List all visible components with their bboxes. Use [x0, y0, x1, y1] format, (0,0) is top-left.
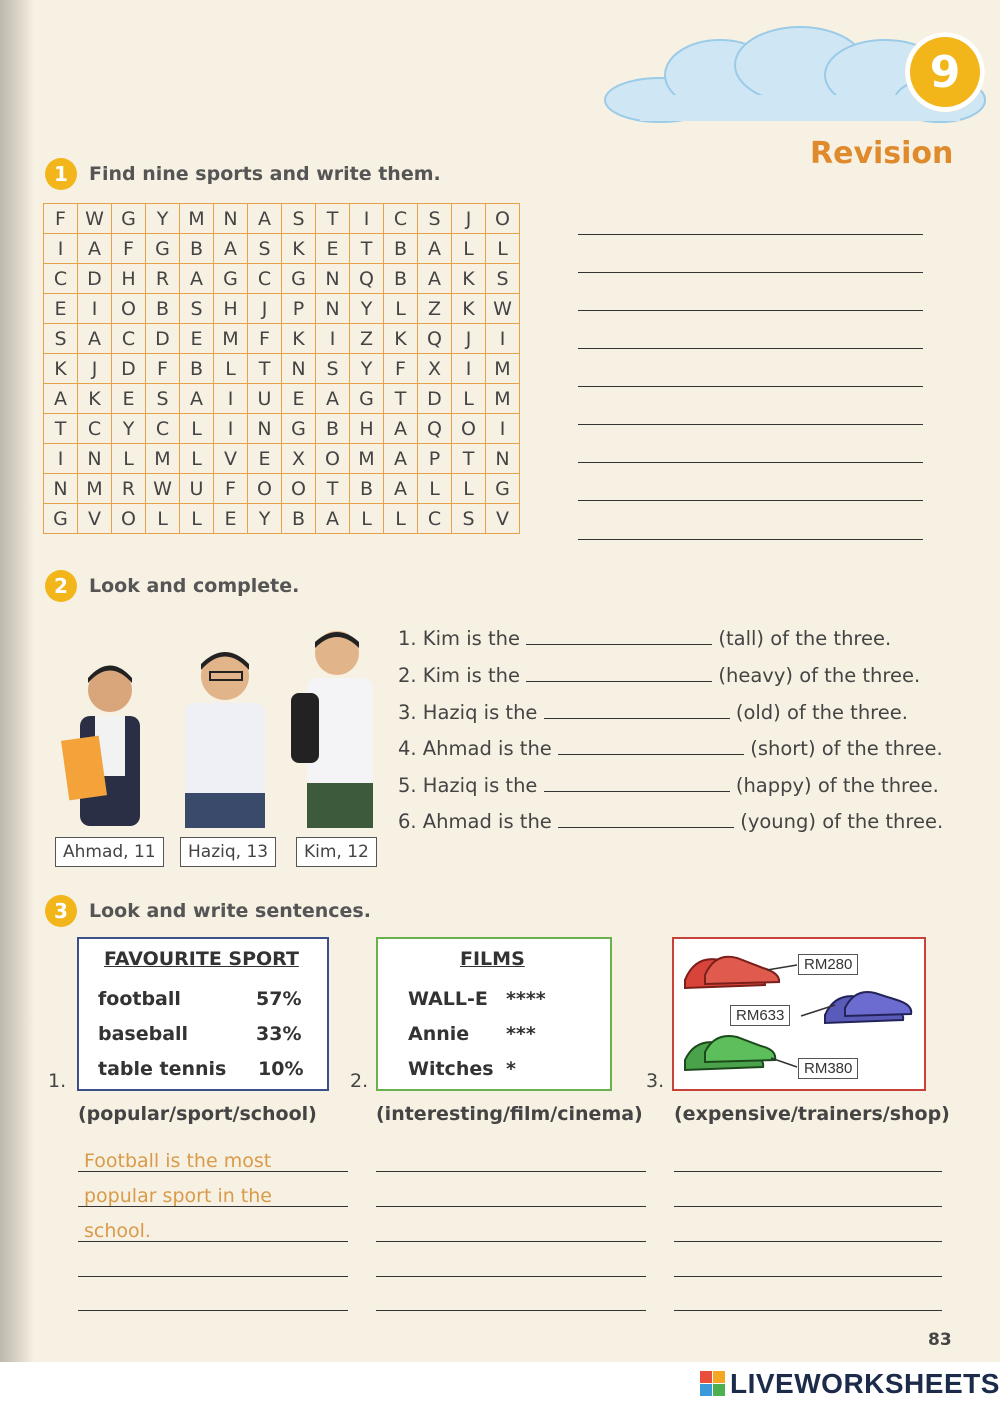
boy-haziq-illustration: [185, 652, 265, 828]
grid-letter-cell[interactable]: N: [214, 204, 248, 234]
grid-letter-cell[interactable]: K: [282, 324, 316, 354]
grid-letter-cell[interactable]: H: [214, 294, 248, 324]
grid-letter-cell[interactable]: N: [282, 354, 316, 384]
writing-line-1-2: [78, 1204, 348, 1207]
grid-letter-cell[interactable]: O: [282, 474, 316, 504]
films-title: FILMS: [460, 948, 525, 970]
grid-letter-cell[interactable]: Y: [350, 294, 384, 324]
sentence-3-end: (old) of the three.: [735, 701, 908, 724]
sentence-1: [398, 626, 891, 650]
grid-letter-cell[interactable]: A: [78, 234, 112, 264]
writing-line-2-4[interactable]: [376, 1274, 646, 1277]
sentence-6-end: (young) of the three.: [740, 810, 944, 833]
sentence-4-blank[interactable]: [558, 736, 744, 755]
grid-letter-cell[interactable]: N: [486, 444, 520, 474]
sentence-4-start: 4. Ahmad is the: [398, 737, 552, 760]
grid-letter-cell[interactable]: Y: [112, 414, 146, 444]
item-number-3: 3.: [646, 1070, 665, 1092]
grid-letter-cell[interactable]: Q: [418, 414, 452, 444]
grid-letter-cell[interactable]: O: [248, 474, 282, 504]
writing-line-3-2[interactable]: [674, 1204, 942, 1207]
grid-row: [44, 384, 520, 414]
grid-letter-cell[interactable]: B: [384, 264, 418, 294]
grid-letter-cell[interactable]: S: [146, 384, 180, 414]
section1-header: [45, 158, 441, 190]
unit-label: Revision: [810, 136, 954, 171]
grid-letter-cell[interactable]: S: [316, 354, 350, 384]
grid-letter-cell[interactable]: T: [350, 234, 384, 264]
grid-letter-cell[interactable]: J: [452, 204, 486, 234]
sentence-3-blank[interactable]: [544, 700, 730, 719]
grid-letter-cell[interactable]: G: [282, 414, 316, 444]
sentence-2-blank[interactable]: [526, 663, 712, 682]
grid-letter-cell[interactable]: C: [112, 324, 146, 354]
grid-letter-cell[interactable]: M: [350, 444, 384, 474]
sentence-1-start: 1. Kim is the: [398, 627, 520, 650]
sentence-6-blank[interactable]: [558, 809, 734, 828]
grid-letter-cell[interactable]: S: [486, 264, 520, 294]
grid-letter-cell[interactable]: O: [452, 414, 486, 444]
grid-letter-cell[interactable]: A: [384, 474, 418, 504]
item-number-2: 2.: [350, 1070, 369, 1092]
grid-letter-cell[interactable]: S: [418, 204, 452, 234]
sport-row-1-value: 57%: [256, 988, 302, 1010]
grid-letter-cell[interactable]: B: [180, 234, 214, 264]
grid-letter-cell[interactable]: J: [248, 294, 282, 324]
grid-letter-cell[interactable]: L: [452, 384, 486, 414]
writing-line-1-4[interactable]: [78, 1274, 348, 1277]
grid-letter-cell[interactable]: A: [316, 384, 350, 414]
writing-line-3-1[interactable]: [674, 1169, 942, 1172]
grid-letter-cell[interactable]: S: [44, 324, 78, 354]
grid-letter-cell[interactable]: Y: [248, 504, 282, 534]
grid-letter-cell[interactable]: O: [112, 294, 146, 324]
grid-letter-cell[interactable]: C: [78, 414, 112, 444]
grid-letter-cell[interactable]: K: [44, 354, 78, 384]
word-search-grid: [43, 203, 520, 534]
grid-letter-cell[interactable]: C: [248, 264, 282, 294]
grid-letter-cell[interactable]: A: [418, 264, 452, 294]
grid-letter-cell[interactable]: I: [350, 204, 384, 234]
sport-row-3-label: table tennis: [98, 1058, 227, 1080]
grid-letter-cell[interactable]: T: [248, 354, 282, 384]
book-spine-shadow: [0, 0, 34, 1406]
grid-letter-cell[interactable]: E: [180, 324, 214, 354]
grid-letter-cell[interactable]: E: [316, 234, 350, 264]
grid-letter-cell[interactable]: T: [384, 384, 418, 414]
section1-title: Find nine sports and write them.: [89, 163, 441, 185]
grid-letter-cell[interactable]: J: [78, 354, 112, 384]
grid-letter-cell[interactable]: V: [214, 444, 248, 474]
price-tag-green: RM380: [798, 1058, 858, 1079]
grid-letter-cell[interactable]: D: [78, 264, 112, 294]
grid-letter-cell[interactable]: D: [418, 384, 452, 414]
grid-letter-cell[interactable]: B: [282, 504, 316, 534]
grid-letter-cell[interactable]: I: [78, 294, 112, 324]
name-tag-haziq: Haziq, 13: [180, 837, 276, 867]
grid-letter-cell[interactable]: D: [146, 324, 180, 354]
grid-letter-cell[interactable]: L: [180, 504, 214, 534]
grid-letter-cell[interactable]: Y: [350, 354, 384, 384]
grid-letter-cell[interactable]: F: [112, 234, 146, 264]
grid-letter-cell[interactable]: X: [282, 444, 316, 474]
grid-letter-cell[interactable]: O: [486, 204, 520, 234]
grid-letter-cell[interactable]: A: [214, 234, 248, 264]
section2-number: 2: [45, 570, 77, 602]
grid-letter-cell[interactable]: S: [180, 294, 214, 324]
grid-letter-cell[interactable]: F: [44, 204, 78, 234]
grid-letter-cell[interactable]: E: [112, 384, 146, 414]
grid-letter-cell[interactable]: E: [44, 294, 78, 324]
grid-letter-cell[interactable]: N: [316, 264, 350, 294]
red-trainers-icon: [685, 957, 779, 988]
film-row-3-label: Witches: [408, 1058, 494, 1080]
grid-letter-cell[interactable]: O: [316, 444, 350, 474]
grid-letter-cell[interactable]: A: [384, 414, 418, 444]
grid-letter-cell[interactable]: W: [146, 474, 180, 504]
grid-row: [44, 264, 520, 294]
favourite-sport-title: FAVOURITE SPORT: [104, 948, 299, 970]
sentence-3: [398, 700, 908, 724]
grid-letter-cell[interactable]: K: [282, 234, 316, 264]
answer-line-8[interactable]: [578, 498, 923, 501]
grid-letter-cell[interactable]: C: [44, 264, 78, 294]
grid-letter-cell[interactable]: R: [112, 474, 146, 504]
writing-line-1-3: [78, 1239, 348, 1242]
grid-row: [44, 204, 520, 234]
example-line-2: popular sport in the: [84, 1185, 272, 1207]
grid-letter-cell[interactable]: L: [486, 234, 520, 264]
grid-letter-cell[interactable]: G: [112, 204, 146, 234]
grid-letter-cell[interactable]: K: [384, 324, 418, 354]
film-row-1-rating: ****: [506, 988, 546, 1010]
grid-letter-cell[interactable]: K: [78, 384, 112, 414]
grid-letter-cell[interactable]: F: [146, 354, 180, 384]
writing-line-2-1[interactable]: [376, 1169, 646, 1172]
answer-line-7[interactable]: [578, 460, 923, 463]
answer-line-6[interactable]: [578, 422, 923, 425]
boy-kim-illustration: [291, 631, 373, 828]
grid-row: [44, 504, 520, 534]
sentence-6-start: 6. Ahmad is the: [398, 810, 552, 833]
blue-trainers-icon: [825, 992, 911, 1023]
section3-number: 3: [45, 895, 77, 927]
sentence-5-blank[interactable]: [544, 773, 730, 792]
answer-line-2[interactable]: [578, 270, 923, 273]
grid-letter-cell[interactable]: M: [486, 354, 520, 384]
grid-letter-cell[interactable]: R: [146, 264, 180, 294]
answer-line-4[interactable]: [578, 346, 923, 349]
writing-line-3-4[interactable]: [674, 1274, 942, 1277]
grid-letter-cell[interactable]: B: [180, 354, 214, 384]
unit-number-badge: [905, 32, 985, 112]
grid-letter-cell[interactable]: L: [452, 474, 486, 504]
film-row-1-label: WALL-E: [408, 988, 488, 1010]
writing-line-2-5[interactable]: [376, 1308, 646, 1311]
answer-line-5[interactable]: [578, 384, 923, 387]
grid-letter-cell[interactable]: T: [44, 414, 78, 444]
writing-line-1-1: [78, 1169, 348, 1172]
grid-row: [44, 414, 520, 444]
writing-line-2-3[interactable]: [376, 1239, 646, 1242]
grid-letter-cell[interactable]: U: [180, 474, 214, 504]
grid-letter-cell[interactable]: V: [78, 504, 112, 534]
grid-letter-cell[interactable]: M: [180, 204, 214, 234]
grid-letter-cell[interactable]: L: [146, 504, 180, 534]
section3-header: [45, 895, 371, 927]
sentence-2-start: 2. Kim is the: [398, 664, 520, 687]
grid-letter-cell[interactable]: C: [418, 504, 452, 534]
grid-letter-cell[interactable]: N: [78, 444, 112, 474]
answer-line-3[interactable]: [578, 308, 923, 311]
grid-letter-cell[interactable]: W: [78, 204, 112, 234]
grid-letter-cell[interactable]: S: [282, 204, 316, 234]
grid-row: [44, 234, 520, 264]
section2-header: [45, 570, 299, 602]
sport-row-1-label: football: [98, 988, 181, 1010]
grid-letter-cell[interactable]: C: [146, 414, 180, 444]
grid-letter-cell[interactable]: B: [384, 234, 418, 264]
writing-line-3-3[interactable]: [674, 1239, 942, 1242]
grid-letter-cell[interactable]: B: [146, 294, 180, 324]
film-row-3-rating: *: [506, 1058, 516, 1080]
grid-letter-cell[interactable]: Z: [350, 324, 384, 354]
answer-line-9[interactable]: [578, 537, 923, 540]
grid-letter-cell[interactable]: Q: [418, 324, 452, 354]
grid-letter-cell[interactable]: I: [486, 414, 520, 444]
sentence-2-end: (heavy) of the three.: [718, 664, 921, 687]
grid-letter-cell[interactable]: M: [146, 444, 180, 474]
page-number: 83: [928, 1330, 952, 1350]
grid-letter-cell[interactable]: M: [214, 324, 248, 354]
film-row-2-label: Annie: [408, 1023, 470, 1045]
grid-letter-cell[interactable]: L: [214, 354, 248, 384]
grid-letter-cell[interactable]: L: [452, 234, 486, 264]
grid-letter-cell[interactable]: T: [316, 204, 350, 234]
grid-letter-cell[interactable]: U: [248, 384, 282, 414]
example-line-1: Football is the most: [84, 1150, 272, 1172]
grid-letter-cell[interactable]: L: [112, 444, 146, 474]
sentence-3-start: 3. Haziq is the: [398, 701, 538, 724]
grid-letter-cell[interactable]: L: [180, 444, 214, 474]
grid-letter-cell[interactable]: I: [214, 384, 248, 414]
grid-letter-cell[interactable]: Y: [146, 204, 180, 234]
grid-letter-cell[interactable]: N: [44, 474, 78, 504]
section2-title: Look and complete.: [89, 575, 300, 597]
grid-letter-cell[interactable]: G: [214, 264, 248, 294]
section3-title: Look and write sentences.: [89, 900, 371, 922]
sentence-4: [398, 736, 943, 760]
sentence-5-end: (happy) of the three.: [735, 774, 939, 797]
grid-letter-cell[interactable]: B: [350, 474, 384, 504]
liveworksheets-logo[interactable]: [700, 1368, 1000, 1400]
name-tag-kim: Kim, 12: [296, 837, 377, 867]
answer-line-1[interactable]: [578, 232, 923, 235]
grid-row: [44, 354, 520, 384]
grid-letter-cell[interactable]: H: [112, 264, 146, 294]
grid-letter-cell[interactable]: L: [384, 294, 418, 324]
price-tag-red: RM280: [798, 954, 858, 975]
sentence-6: [398, 809, 943, 833]
sport-row-2-value: 33%: [256, 1023, 302, 1045]
film-row-2-rating: ***: [506, 1023, 536, 1045]
grid-letter-cell[interactable]: O: [112, 504, 146, 534]
sentence-5-start: 5. Haziq is the: [398, 774, 538, 797]
grid-letter-cell[interactable]: E: [248, 444, 282, 474]
grid-letter-cell[interactable]: I: [214, 414, 248, 444]
item-number-1: 1.: [48, 1070, 67, 1092]
grid-letter-cell[interactable]: I: [486, 324, 520, 354]
grid-letter-cell[interactable]: S: [248, 234, 282, 264]
grid-letter-cell[interactable]: D: [112, 354, 146, 384]
sport-row-2-label: baseball: [98, 1023, 189, 1045]
grid-letter-cell[interactable]: S: [452, 504, 486, 534]
name-tag-ahmad: Ahmad, 11: [55, 837, 164, 867]
grid-letter-cell[interactable]: A: [180, 384, 214, 414]
grid-letter-cell[interactable]: K: [452, 294, 486, 324]
grid-letter-cell[interactable]: B: [316, 414, 350, 444]
grid-letter-cell[interactable]: A: [418, 234, 452, 264]
sentence-5: [398, 773, 939, 797]
grid-letter-cell[interactable]: E: [214, 504, 248, 534]
grid-letter-cell[interactable]: L: [384, 504, 418, 534]
writing-line-2-2[interactable]: [376, 1204, 646, 1207]
sentence-4-end: (short) of the three.: [750, 737, 943, 760]
grid-letter-cell[interactable]: J: [452, 324, 486, 354]
grid-letter-cell[interactable]: I: [316, 324, 350, 354]
grid-letter-cell[interactable]: A: [248, 204, 282, 234]
example-line-3: school.: [84, 1220, 151, 1242]
grid-letter-cell[interactable]: X: [418, 354, 452, 384]
grid-row: [44, 474, 520, 504]
grid-letter-cell[interactable]: I: [44, 444, 78, 474]
grid-letter-cell[interactable]: P: [418, 444, 452, 474]
prompt-1: (popular/sport/school): [78, 1103, 317, 1125]
grid-letter-cell[interactable]: E: [282, 384, 316, 414]
prompt-2: (interesting/film/cinema): [376, 1103, 643, 1125]
grid-letter-cell[interactable]: N: [316, 294, 350, 324]
grid-letter-cell[interactable]: K: [452, 264, 486, 294]
sentence-1-blank[interactable]: [526, 626, 712, 645]
grid-letter-cell[interactable]: T: [316, 474, 350, 504]
grid-letter-cell[interactable]: F: [214, 474, 248, 504]
grid-row: [44, 294, 520, 324]
section1-number: 1: [45, 158, 77, 190]
grid-letter-cell[interactable]: I: [44, 234, 78, 264]
grid-letter-cell[interactable]: M: [486, 384, 520, 414]
grid-letter-cell[interactable]: F: [384, 354, 418, 384]
grid-letter-cell[interactable]: W: [486, 294, 520, 324]
grid-letter-cell[interactable]: L: [418, 474, 452, 504]
three-boys-photo: [55, 628, 385, 828]
grid-letter-cell[interactable]: G: [282, 264, 316, 294]
grid-letter-cell[interactable]: Q: [350, 264, 384, 294]
grid-letter-cell[interactable]: C: [384, 204, 418, 234]
grid-letter-cell[interactable]: A: [384, 444, 418, 474]
grid-letter-cell[interactable]: L: [180, 414, 214, 444]
writing-line-3-5[interactable]: [674, 1308, 942, 1311]
grid-letter-cell[interactable]: F: [248, 324, 282, 354]
sport-row-3-value: 10%: [258, 1058, 304, 1080]
grid-letter-cell[interactable]: P: [282, 294, 316, 324]
liveworksheets-icon: [700, 1371, 726, 1397]
grid-letter-cell[interactable]: M: [78, 474, 112, 504]
grid-letter-cell[interactable]: T: [452, 444, 486, 474]
grid-row: [44, 324, 520, 354]
grid-letter-cell[interactable]: G: [44, 504, 78, 534]
grid-letter-cell[interactable]: H: [350, 414, 384, 444]
grid-row: [44, 444, 520, 474]
grid-letter-cell[interactable]: A: [78, 324, 112, 354]
green-trainers-icon: [685, 1036, 775, 1070]
grid-letter-cell[interactable]: N: [248, 414, 282, 444]
grid-letter-cell[interactable]: A: [316, 504, 350, 534]
grid-letter-cell[interactable]: I: [452, 354, 486, 384]
grid-letter-cell[interactable]: G: [486, 474, 520, 504]
grid-letter-cell[interactable]: A: [180, 264, 214, 294]
prompt-3: (expensive/trainers/shop): [674, 1103, 950, 1125]
grid-letter-cell[interactable]: G: [350, 384, 384, 414]
unit-number: 9: [929, 46, 961, 98]
grid-letter-cell[interactable]: L: [350, 504, 384, 534]
grid-letter-cell[interactable]: A: [44, 384, 78, 414]
grid-letter-cell[interactable]: G: [146, 234, 180, 264]
sentence-2: [398, 663, 920, 687]
price-tag-blue: RM633: [730, 1005, 790, 1026]
grid-letter-cell[interactable]: Z: [418, 294, 452, 324]
boy-ahmad-illustration: [61, 666, 140, 827]
sentence-1-end: (tall) of the three.: [718, 627, 892, 650]
writing-line-1-5[interactable]: [78, 1308, 348, 1311]
grid-letter-cell[interactable]: V: [486, 504, 520, 534]
brand-name: LIVEWORKSHEETS: [730, 1368, 1000, 1399]
